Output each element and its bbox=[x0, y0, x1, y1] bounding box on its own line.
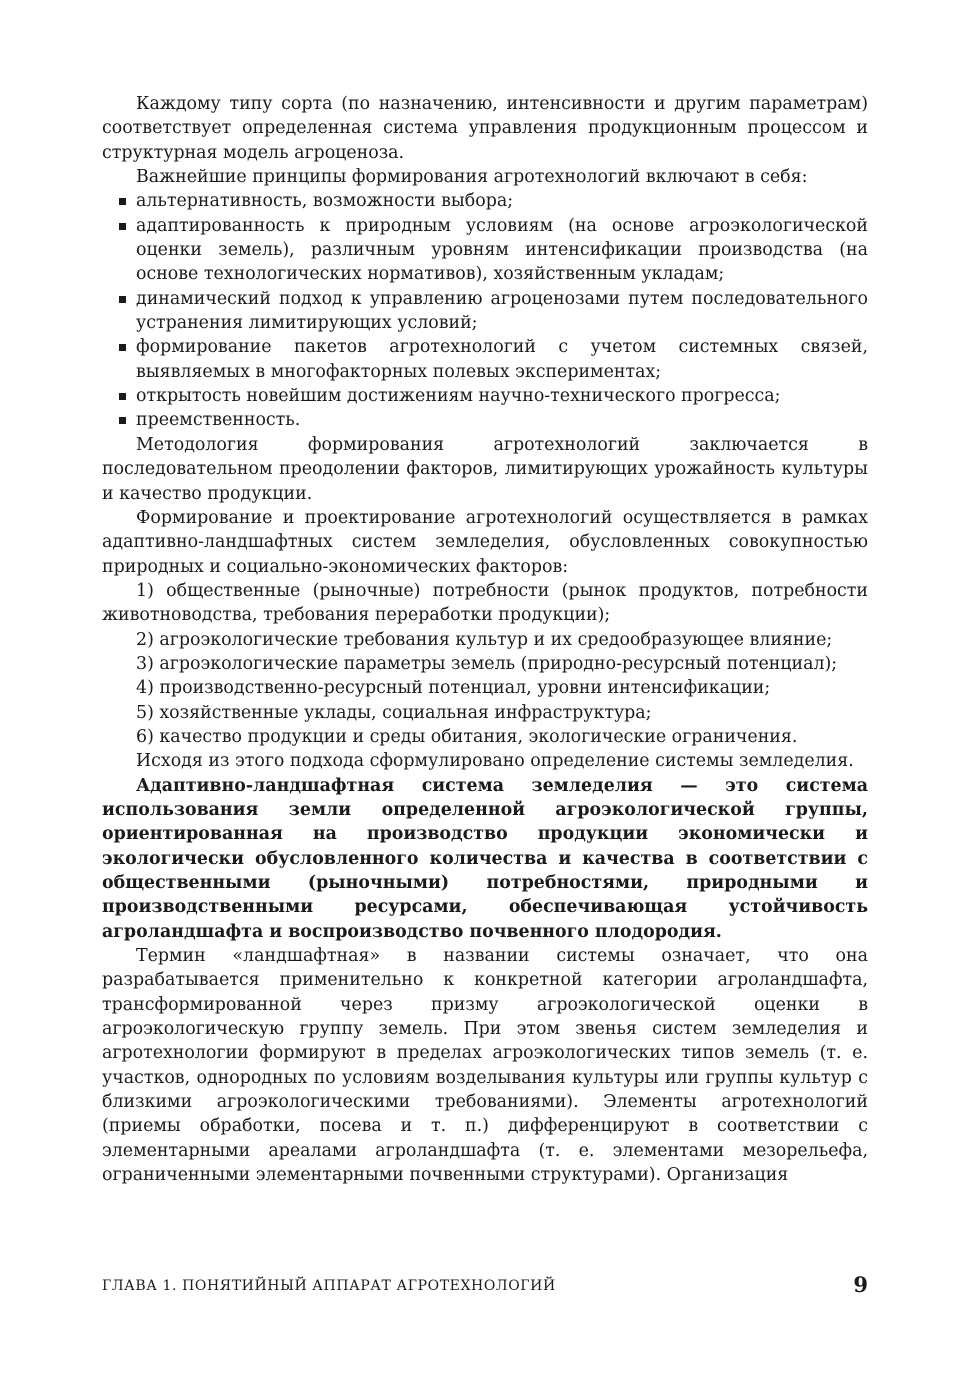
definition-paragraph: Адаптивно-ландшафтная система земледелия — это система использования земли определенной агроэкологической группы, ориентированная на производство продукции экономически и экологически обусловленного количества и качества в соответствии с общественными (рыночными) потребностями, природными и производственными ресурсами, обеспечивающая устойчивость агроландшафта и воспроизводство почвенного плодородия. bbox=[102, 775, 868, 942]
list-item-text: динамический подход к управлению агроценозами путем последовательного устранения лимитирующих условий; bbox=[136, 288, 868, 334]
bullet-icon bbox=[119, 393, 126, 400]
list-item bbox=[102, 335, 868, 384]
paragraph: Формирование и проектирование агротехнологий осуществляется в рамках адаптивно-ландшафтных систем земледелия, обусловленных совокупностью природных и социально-экономических факторов: bbox=[102, 507, 868, 577]
numbered-item: 5) хозяйственные уклады, социальная инфраструктура; bbox=[136, 702, 652, 723]
paragraph: Методология формирования агротехнологий заключается в последовательном преодолении факторов, лимитирующих урожайность культуры и качество продукции. bbox=[102, 434, 868, 504]
list-item bbox=[102, 408, 868, 432]
page-number: 9 bbox=[853, 1272, 868, 1297]
list-item-text: преемственность. bbox=[136, 410, 301, 431]
page-body bbox=[102, 92, 868, 1187]
list-item-text: адаптированность к природным условиям (на основе агроэкологической оценки земель), различным уровням интенсификации производства (на основе технологических нормативов), хозяйственным укладам; bbox=[136, 215, 868, 285]
list-item bbox=[102, 214, 868, 287]
bullet-icon bbox=[119, 223, 126, 230]
bullet-icon bbox=[119, 344, 126, 351]
list-item bbox=[102, 384, 868, 408]
list-item-text: формирование пакетов агротехнологий с учетом системных связей, выявляемых в многофакторных полевых экспериментах; bbox=[136, 337, 868, 382]
paragraph: Важнейшие принципы формирования агротехнологий включают в себя: bbox=[136, 167, 808, 188]
paragraph: Исходя из этого подхода сформулировано определение системы земледелия. bbox=[136, 751, 854, 772]
list-item bbox=[102, 189, 868, 213]
bullet-icon bbox=[119, 198, 126, 205]
numbered-item: 3) агроэкологические параметры земель (природно-ресурсный потенциал); bbox=[136, 653, 838, 674]
numbered-item: 4) производственно-ресурсный потенциал, уровни интенсификации; bbox=[136, 678, 771, 699]
numbered-item: 6) качество продукции и среды обитания, экологические ограничения. bbox=[136, 726, 798, 747]
numbered-item: 1) общественные (рыночные) потребности (рынок продуктов, потребности животноводства, требования переработки продукции); bbox=[102, 580, 868, 626]
bullet-icon bbox=[119, 417, 126, 424]
principles-list bbox=[102, 189, 868, 432]
list-item-text: открытость новейшим достижениям научно-технического прогресса; bbox=[136, 386, 781, 407]
paragraph: Термин «ландшафтная» в названии системы означает, что она разрабатывается применительно к конкретной категории агроландшафта, трансформированной через призму агроэкологической оценки в агроэкологическую группу земель. При этом звенья систем земледелия и агротехнологии формируют в пределах агроэкологических типов земель (т. е. участков, однородных по условиям возделывания культуры или группы культур с близкими агроэкологическими требованиями). Элементы агротехнологий (приемы обработки, посева и т. п.) дифференцируют в соответствии с элементарными ареалами агроландшафта (т. е. элементами мезорельефа, ограниченными элементарными почвенными структурами). Организация bbox=[102, 946, 868, 1186]
bullet-icon bbox=[119, 296, 126, 303]
paragraph: Каждому типу сорта (по назначению, интенсивности и другим параметрам) соответствует определенная система управления продукционным процессом и структурная модель агроценоза. bbox=[102, 94, 868, 163]
list-item bbox=[102, 287, 868, 336]
numbered-item: 2) агроэкологические требования культур и их средообразующее влияние; bbox=[136, 629, 833, 650]
running-head: ГЛАВА 1. ПОНЯТИЙНЫЙ АППАРАТ АГРОТЕХНОЛОГИЙ bbox=[102, 1278, 556, 1294]
list-item-text: альтернативность, возможности выбора; bbox=[136, 191, 514, 212]
